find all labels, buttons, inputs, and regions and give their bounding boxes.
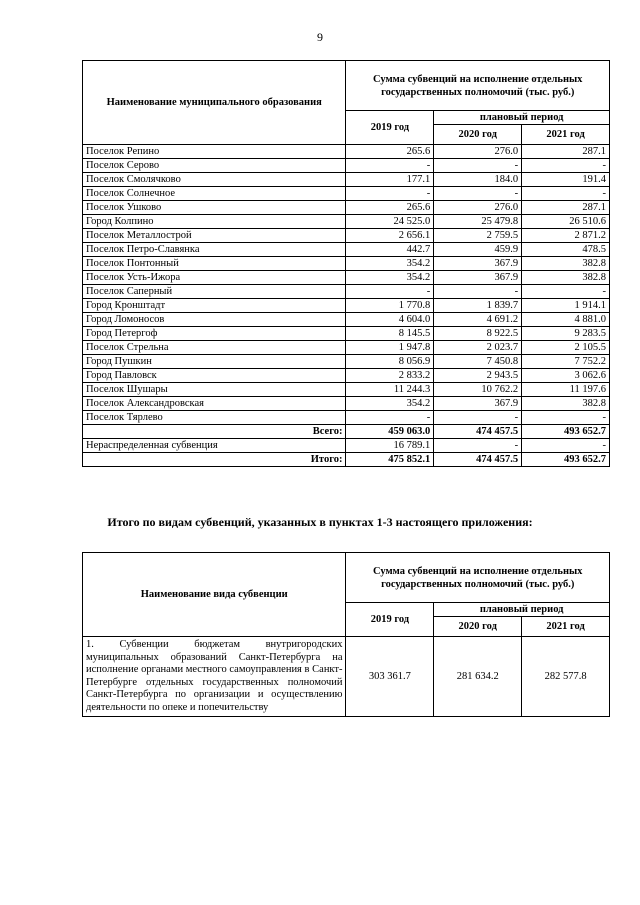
- value-2021: 2 871.2: [522, 229, 610, 243]
- section-heading: Итого по видам субвенций, указанных в пунктах 1-3 настоящего приложения:: [107, 515, 533, 529]
- table-row: [83, 271, 610, 285]
- value-2019: 4 604.0: [346, 313, 434, 327]
- municipality-name: Поселок Понтонный: [83, 257, 346, 271]
- value-2021: 493 652.7: [522, 453, 610, 467]
- value-2021: 26 510.6: [522, 215, 610, 229]
- value-2019: 354.2: [346, 397, 434, 411]
- value-2020: 474 457.5: [434, 453, 522, 467]
- value-2021: 382.8: [522, 257, 610, 271]
- value-2019: 177.1: [346, 173, 434, 187]
- value-2021: 9 283.5: [522, 327, 610, 341]
- header-year-2020: 2020 год: [434, 125, 522, 145]
- table-row: [83, 243, 610, 257]
- municipality-name: Город Кронштадт: [83, 299, 346, 313]
- table-row: [83, 159, 610, 173]
- value-2020: -: [434, 187, 522, 201]
- value-2021: -: [522, 159, 610, 173]
- header-subsidy-sum: Сумма субвенций на исполнение отдельных государственных полномочий (тыс. руб.): [346, 61, 610, 111]
- table-row: [83, 313, 610, 327]
- municipality-name: Поселок Шушары: [83, 383, 346, 397]
- value-2019: 24 525.0: [346, 215, 434, 229]
- value-2020: 184.0: [434, 173, 522, 187]
- header-planned-period: плановый период: [434, 111, 610, 125]
- table-row: [83, 201, 610, 215]
- municipality-name: Поселок Солнечное: [83, 187, 346, 201]
- municipality-name: Поселок Петро-Славянка: [83, 243, 346, 257]
- municipality-name: Город Ломоносов: [83, 313, 346, 327]
- value-2019: 11 244.3: [346, 383, 434, 397]
- table-row: [83, 187, 610, 201]
- value-2021: 287.1: [522, 201, 610, 215]
- value-2021: 478.5: [522, 243, 610, 257]
- municipality-name: Поселок Ушково: [83, 201, 346, 215]
- municipality-name: Поселок Саперный: [83, 285, 346, 299]
- value-2019: -: [346, 187, 434, 201]
- value-2019: 16 789.1: [346, 439, 434, 453]
- page-number: 9: [317, 30, 323, 44]
- value-2020: 25 479.8: [434, 215, 522, 229]
- header-year-2021: 2021 год: [522, 617, 610, 637]
- municipality-name: Поселок Усть-Ижора: [83, 271, 346, 285]
- table-row: [83, 229, 610, 243]
- value-2019: 2 833.2: [346, 369, 434, 383]
- table-row: [83, 637, 610, 717]
- value-2020: 459.9: [434, 243, 522, 257]
- value-2020: 367.9: [434, 271, 522, 285]
- table-row: [83, 145, 610, 159]
- municipality-name: Поселок Стрельна: [83, 341, 346, 355]
- value-2020: 2 023.7: [434, 341, 522, 355]
- value-2021: 287.1: [522, 145, 610, 159]
- value-2021: 4 881.0: [522, 313, 610, 327]
- table-row: [83, 397, 610, 411]
- table-row: [83, 411, 610, 425]
- value-2019: -: [346, 159, 434, 173]
- value-2021: 3 062.6: [522, 369, 610, 383]
- municipality-name: Город Павловск: [83, 369, 346, 383]
- municipality-name: Поселок Смолячково: [83, 173, 346, 187]
- value-2021: 382.8: [522, 397, 610, 411]
- value-2021: 2 105.5: [522, 341, 610, 355]
- grand-total-row-label: Итого:: [83, 453, 346, 467]
- value-2020: -: [434, 159, 522, 173]
- municipality-name: Поселок Тярлево: [83, 411, 346, 425]
- value-2020: 474 457.5: [434, 425, 522, 439]
- municipality-name: Поселок Александровская: [83, 397, 346, 411]
- value-2021: -: [522, 411, 610, 425]
- subsidy-table-by-type: [82, 552, 610, 717]
- subsidy-type-name: 1. Субвенции бюджетам внутригородских муниципальных образований Санкт-Петербурга на исполнение органами местного самоуправления в Санкт-Петербурге отдельных государственных полномочий Санкт-Петербурга по организации и осуществлению деятельности по опеке и попечительству: [83, 637, 346, 717]
- municipality-name: Поселок Серово: [83, 159, 346, 173]
- value-2019: 265.6: [346, 201, 434, 215]
- value-2021: 493 652.7: [522, 425, 610, 439]
- value-2021: -: [522, 439, 610, 453]
- table-row: [83, 355, 610, 369]
- table-row: [83, 369, 610, 383]
- header-planned-period: плановый период: [434, 603, 610, 617]
- value-2021: 7 752.2: [522, 355, 610, 369]
- table-row: [83, 173, 610, 187]
- header-year-2019: 2019 год: [346, 111, 434, 145]
- value-2020: 276.0: [434, 145, 522, 159]
- unallocated-row-label: Нераспределенная субвенция: [83, 439, 346, 453]
- value-2019: 303 361.7: [346, 637, 434, 717]
- value-2020: -: [434, 411, 522, 425]
- value-2019: 354.2: [346, 271, 434, 285]
- value-2020: -: [434, 285, 522, 299]
- value-2020: -: [434, 439, 522, 453]
- value-2020: 2 759.5: [434, 229, 522, 243]
- header-year-2019: 2019 год: [346, 603, 434, 637]
- value-2019: 8 056.9: [346, 355, 434, 369]
- table-row: [83, 383, 610, 397]
- municipality-name: Город Петергоф: [83, 327, 346, 341]
- value-2021: 191.4: [522, 173, 610, 187]
- value-2020: 1 839.7: [434, 299, 522, 313]
- value-2021: -: [522, 187, 610, 201]
- grand-total-row: [83, 453, 610, 467]
- value-2019: -: [346, 285, 434, 299]
- table-row: [83, 341, 610, 355]
- value-2020: 367.9: [434, 257, 522, 271]
- value-2019: 2 656.1: [346, 229, 434, 243]
- value-2020: 10 762.2: [434, 383, 522, 397]
- total-row: [83, 425, 610, 439]
- value-2020: 2 943.5: [434, 369, 522, 383]
- header-subsidy-sum: Сумма субвенций на исполнение отдельных государственных полномочий (тыс. руб.): [346, 553, 610, 603]
- header-year-2020: 2020 год: [434, 617, 522, 637]
- value-2019: 442.7: [346, 243, 434, 257]
- table-row: [83, 327, 610, 341]
- header-subsidy-type: Наименование вида субвенции: [83, 553, 346, 637]
- subsidy-table-municipalities: [82, 60, 610, 467]
- municipality-name: Город Колпино: [83, 215, 346, 229]
- value-2019: 1 770.8: [346, 299, 434, 313]
- total-row-label: Всего:: [83, 425, 346, 439]
- value-2020: 281 634.2: [434, 637, 522, 717]
- table-row: [83, 257, 610, 271]
- municipality-name: Поселок Металлострой: [83, 229, 346, 243]
- value-2020: 7 450.8: [434, 355, 522, 369]
- value-2019: 459 063.0: [346, 425, 434, 439]
- value-2021: 11 197.6: [522, 383, 610, 397]
- value-2019: 8 145.5: [346, 327, 434, 341]
- table-row: [83, 285, 610, 299]
- value-2020: 367.9: [434, 397, 522, 411]
- value-2021: -: [522, 285, 610, 299]
- municipality-name: Поселок Репино: [83, 145, 346, 159]
- value-2019: 265.6: [346, 145, 434, 159]
- value-2020: 276.0: [434, 201, 522, 215]
- value-2019: -: [346, 411, 434, 425]
- value-2021: 1 914.1: [522, 299, 610, 313]
- value-2020: 4 691.2: [434, 313, 522, 327]
- header-year-2021: 2021 год: [522, 125, 610, 145]
- table-row: [83, 215, 610, 229]
- municipality-name: Город Пушкин: [83, 355, 346, 369]
- value-2020: 8 922.5: [434, 327, 522, 341]
- value-2019: 1 947.8: [346, 341, 434, 355]
- unallocated-row: [83, 439, 610, 453]
- value-2019: 475 852.1: [346, 453, 434, 467]
- value-2021: 382.8: [522, 271, 610, 285]
- value-2019: 354.2: [346, 257, 434, 271]
- table-row: [83, 299, 610, 313]
- value-2021: 282 577.8: [522, 637, 610, 717]
- header-municipality-name: Наименование муниципального образования: [83, 61, 346, 145]
